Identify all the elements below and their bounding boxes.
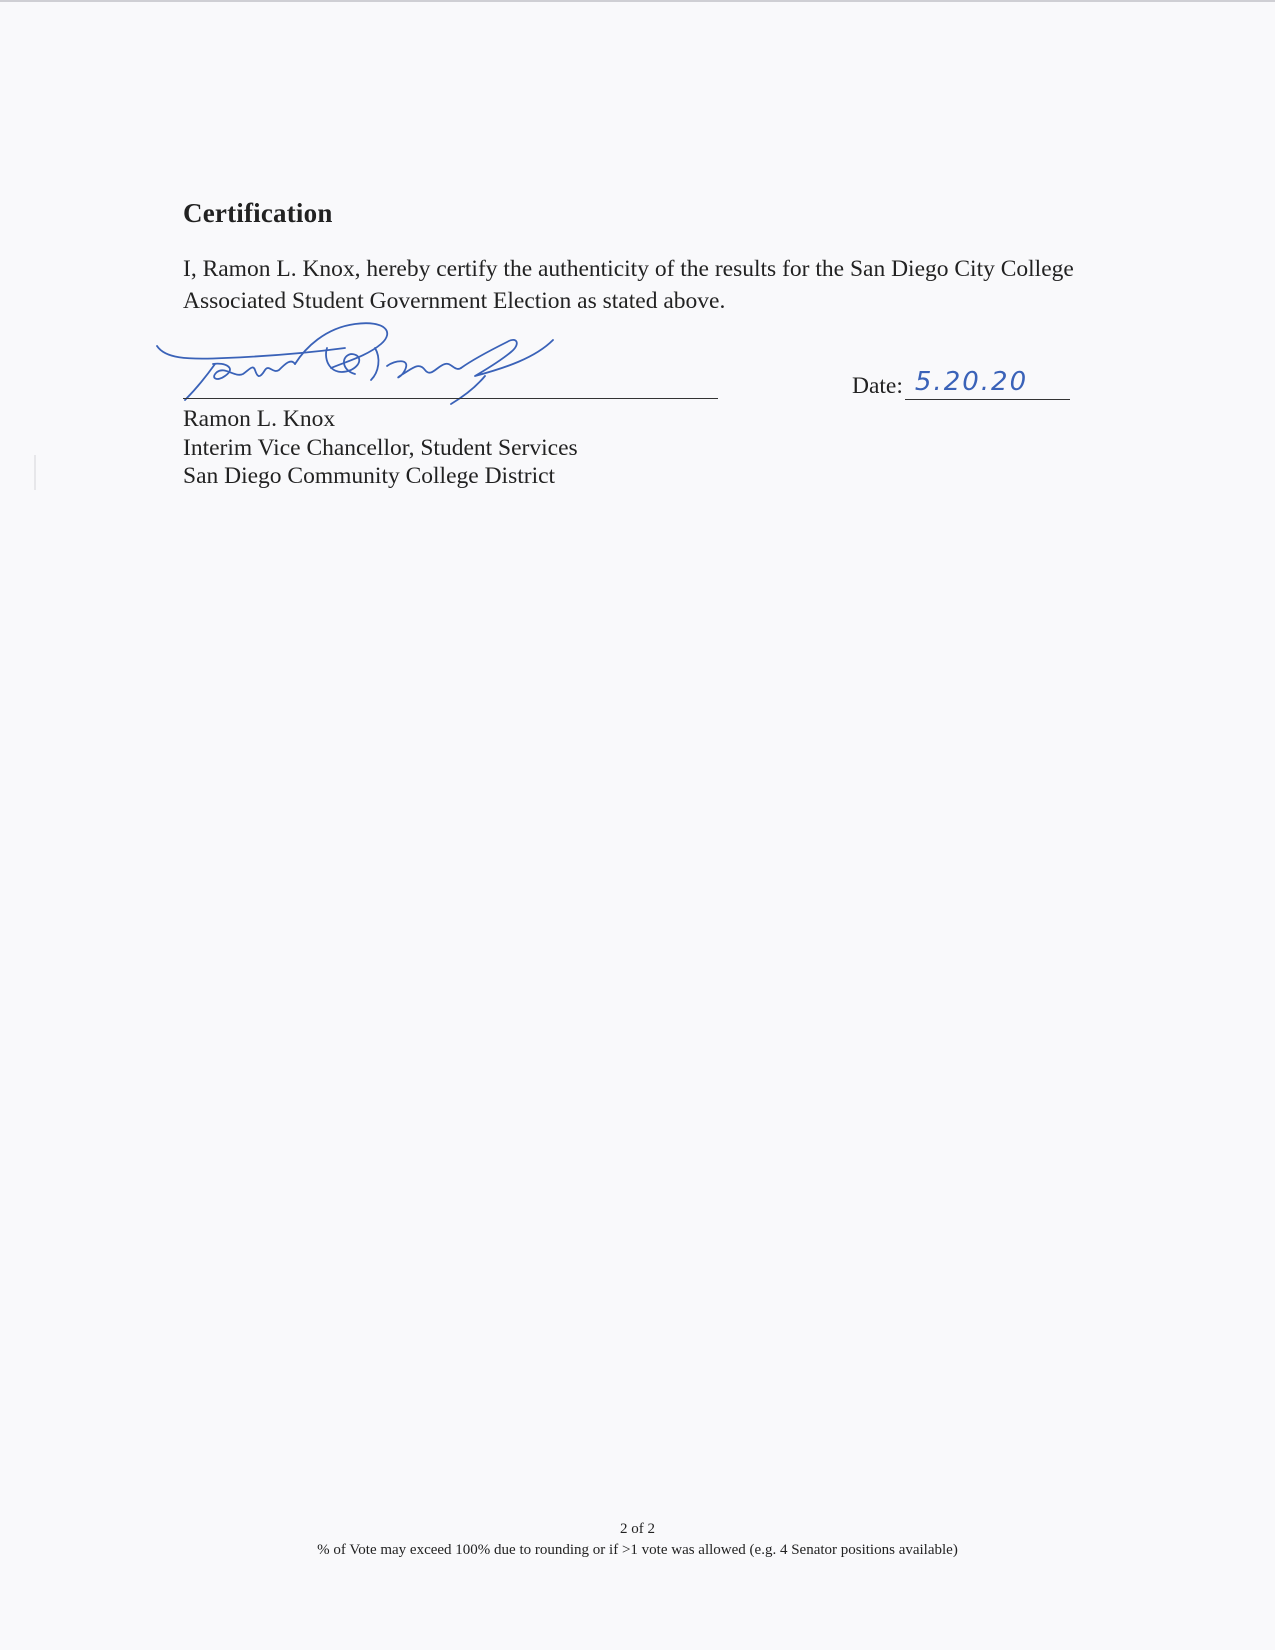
signer-organization: San Diego Community College District — [183, 463, 556, 489]
signer-name: Ramon L. Knox — [183, 406, 336, 432]
date-label: Date: — [852, 373, 903, 399]
certification-statement: I, Ramon L. Knox, hereby certify the authenticity of the results for the San Diego City College Associated Student Government Election as stated above. — [183, 256, 1074, 314]
signature-line — [183, 398, 718, 399]
signer-block — [183, 405, 578, 491]
page-number: 2 of 2 — [620, 1521, 655, 1537]
signer-title: Interim Vice Chancellor, Student Services — [183, 434, 578, 461]
scan-artifact — [34, 455, 36, 490]
footer-note: % of Vote may exceed 100% due to rounding or if >1 vote was allowed (e.g. 4 Senator positions available) — [317, 1542, 958, 1558]
certification-heading: Certification — [183, 198, 333, 228]
handwritten-date: 5.20.20 — [914, 367, 1029, 397]
page-edge — [0, 0, 1275, 2]
date-field — [852, 360, 1070, 400]
date-line — [905, 365, 1070, 400]
